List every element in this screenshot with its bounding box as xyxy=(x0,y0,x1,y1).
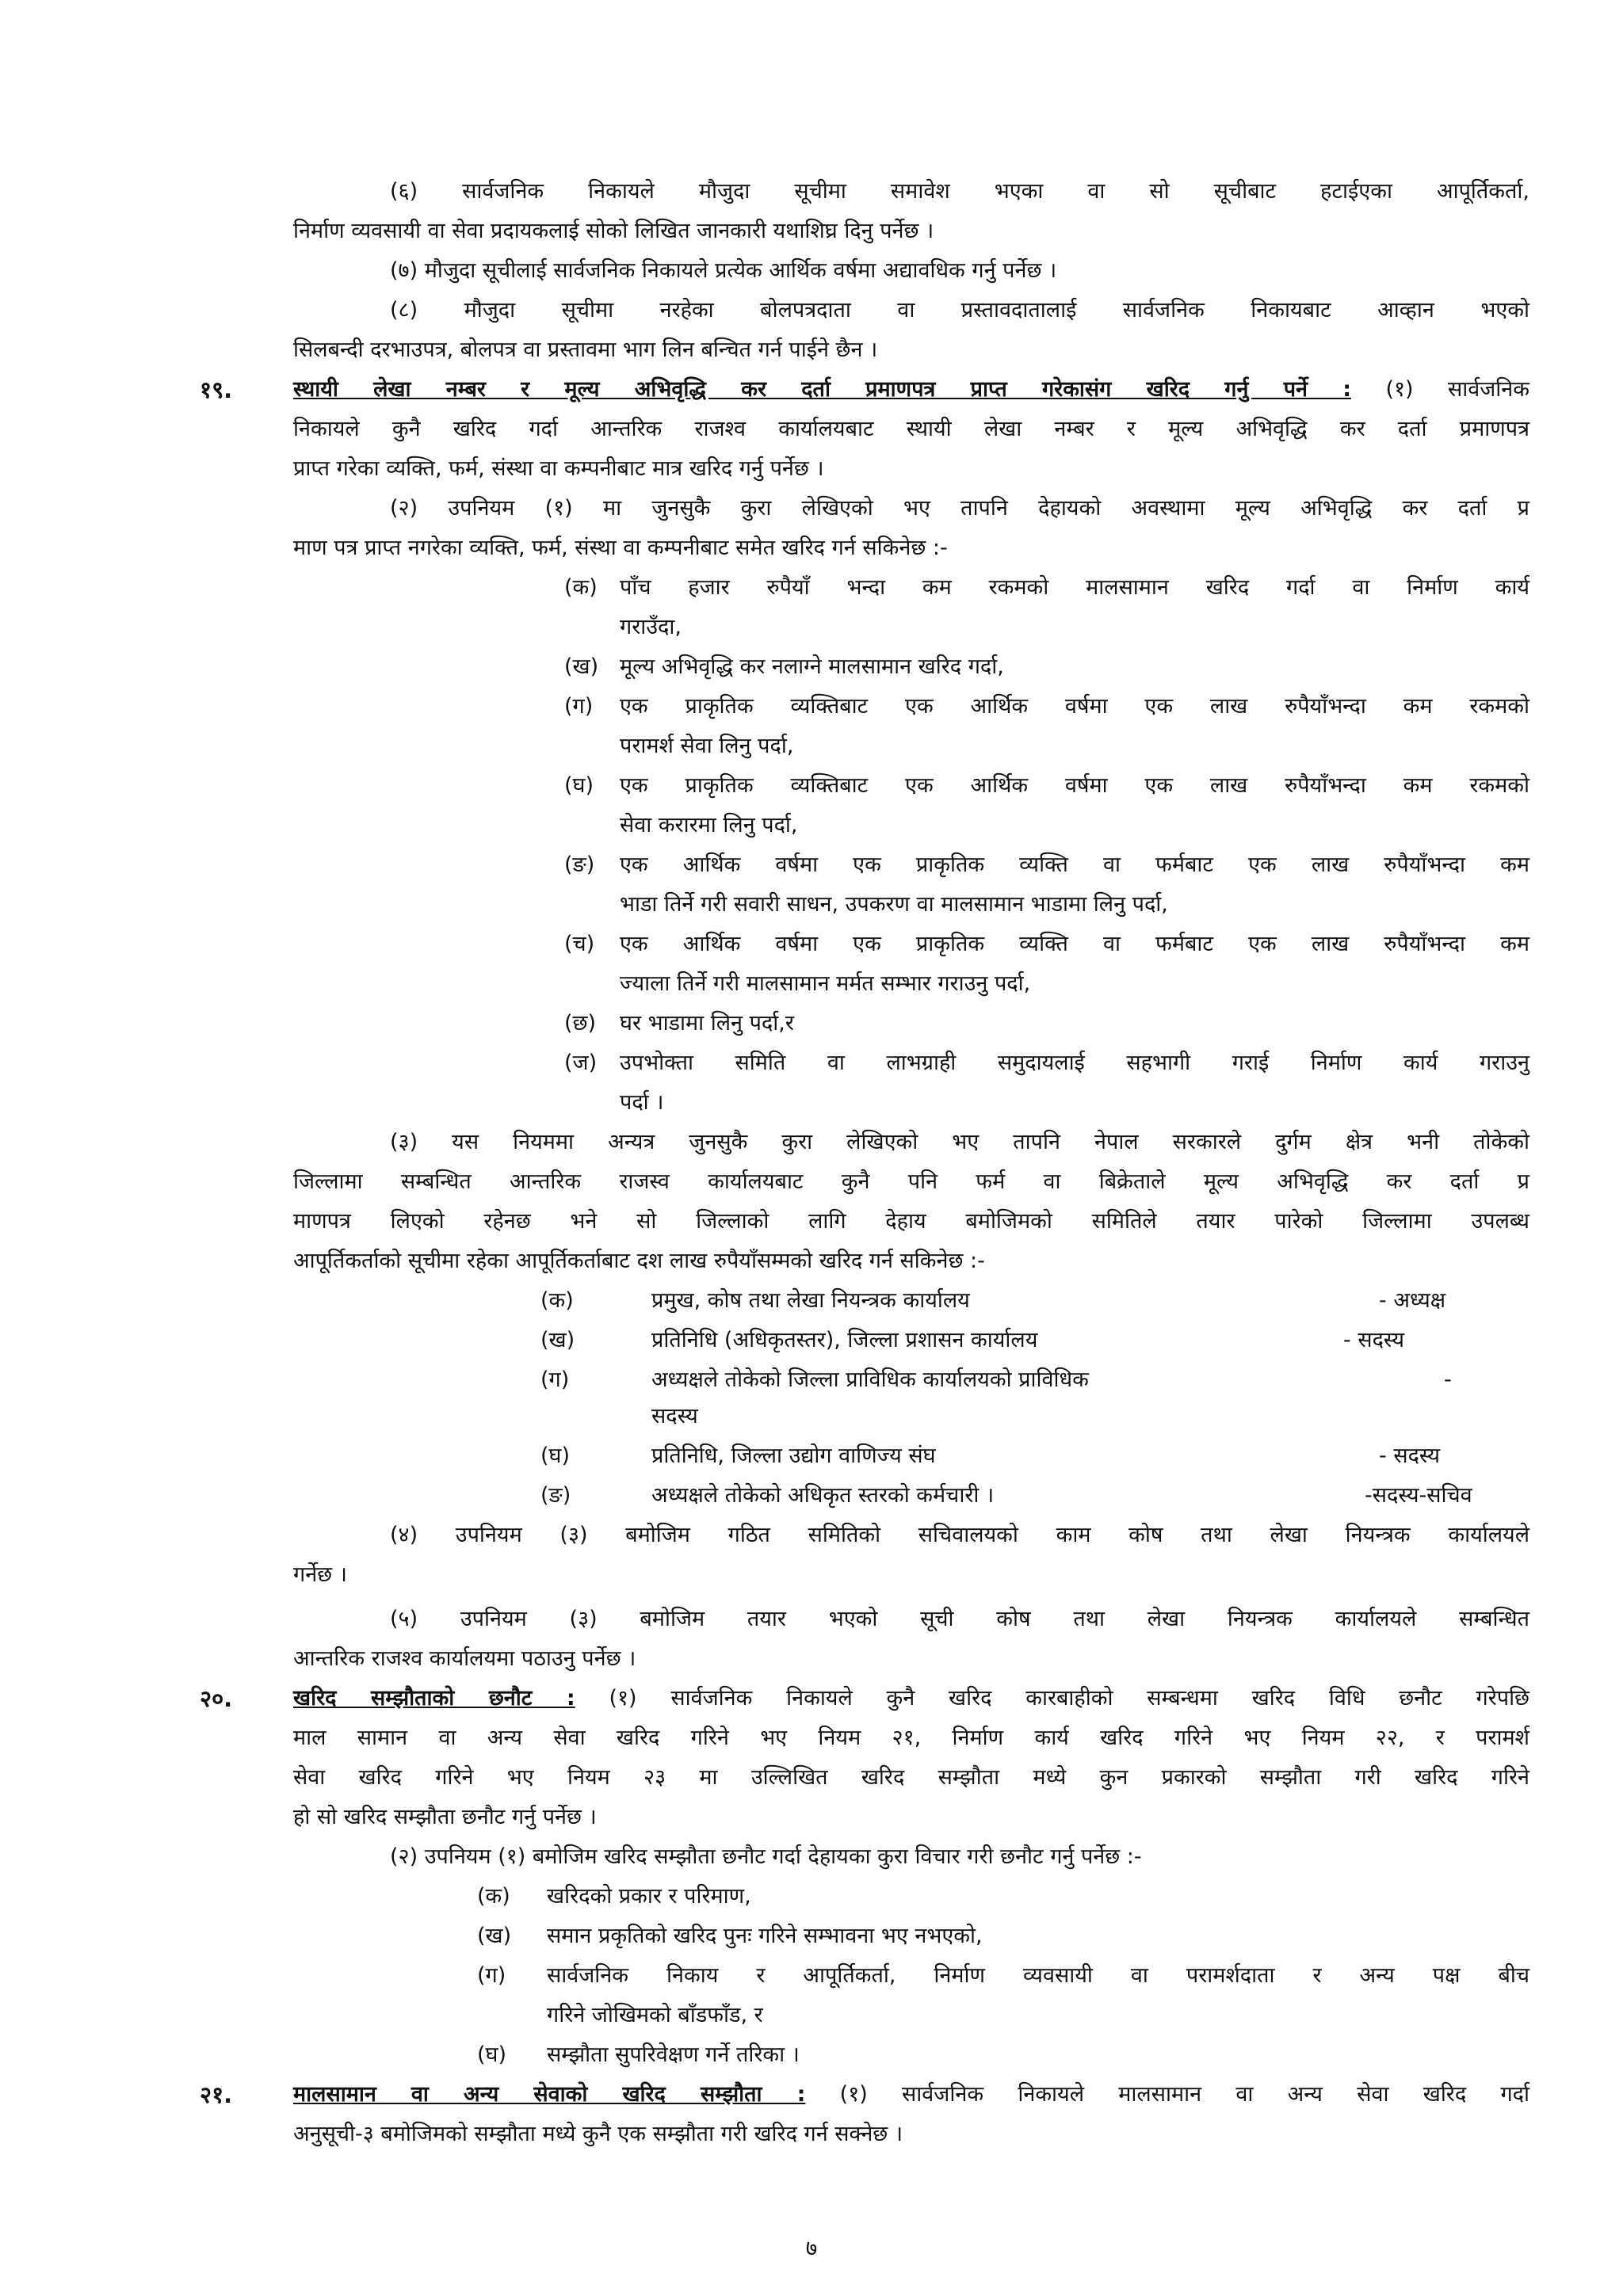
committee-member: प्रमुख, कोष तथा लेखा नियन्त्रक कार्यालय xyxy=(651,1288,970,1313)
rule-19-number: १९. xyxy=(200,376,233,403)
rule-20-line-3: सेवा खरिद गरिने भए नियम २३ मा उल्लिखित खरिद सम्झौता मध्ये कुन प्रकारको सम्झौता गरी खरिद गरिने xyxy=(293,1765,1530,1790)
rule-19-sub-4-line-2: गर्नेछ । xyxy=(293,1562,347,1587)
list-item: मूल्य अभिवृद्धि कर नलाग्ने मालसामान खरिद गर्दा, xyxy=(620,654,1004,679)
committee-role: -सदस्य-सचिव xyxy=(1365,1483,1472,1508)
committee-member: अध्यक्षले तोकेको जिल्ला प्राविधिक कार्यालयको प्राविधिक xyxy=(651,1367,1089,1392)
committee-member: अध्यक्षले तोकेको अधिकृत स्तरको कर्मचारी । xyxy=(651,1483,995,1508)
rule-20-line-1-rest: (१) सार्वजनिक निकायले कुनै खरिद कारबाहीको सम्बन्धमा खरिद विधि छनौट गरेपछि xyxy=(575,1686,1529,1711)
rule-19-sub-3-line-1: (३) यस नियममा अन्यत्र जुनसुकै कुरा लेखिएको भए तापनि नेपाल सरकारले दुर्गम क्षेत्र भनी तोकेको xyxy=(390,1130,1529,1154)
rule-19-line-1 xyxy=(293,374,1529,406)
item-label: (च) xyxy=(564,932,595,956)
rule-19-sub-3-line-2: जिल्लामा सम्बन्धित आन्तरिक राजस्व कार्यालयबाट कुनै पनि फर्म वा बिक्रेताले मूल्य अभिवृद्धि कर दर्ता प्र xyxy=(293,1169,1529,1194)
rule-19-sub-3-line-3: माणपत्र लिएको रहेनछ भने सो जिल्लाको लागि देहाय बमोजिमको समितिले तयार पारेको जिल्लामा उपलब्ध xyxy=(293,1209,1529,1234)
committee-role: - सदस्य xyxy=(1379,1444,1441,1468)
committee-label: (ङ) xyxy=(540,1483,571,1508)
list-item: भाडा तिर्ने गरी सवारी साधन, उपकरण वा मालसामान भाडामा लिनु पर्दा, xyxy=(620,892,1168,917)
item-label: (घ) xyxy=(564,773,594,798)
list-item: सार्वजनिक निकाय र आपूर्तिकर्ता, निर्माण व्यवसायी वा परामर्शदाता र अन्य पक्ष बीच xyxy=(547,1963,1529,1988)
rule-19-sub-2-line-1: (२) उपनियम (१) मा जुनसुकै कुरा लेखिएको भए तापनि देहायको अवस्थामा मूल्य अभिवृद्धि कर दर्ता प्र xyxy=(390,496,1529,521)
sub-rule-6-line-1: (६) सार्वजनिक निकायले मौजुदा सूचीमा समावेश भएका वा सो सूचीबाट हटाईएका आपूर्तिकर्ता, xyxy=(390,179,1529,204)
committee-label: (क) xyxy=(540,1288,574,1313)
committee-label: (ख) xyxy=(540,1328,575,1352)
committee-member: प्रतिनिधि, जिल्ला उद्योग वाणिज्य संघ xyxy=(651,1444,936,1468)
rule-19-sub-4-line-1: (४) उपनियम (३) बमोजिम गठित समितिको सचिवालयको काम कोष तथा लेखा नियन्त्रक कार्यालयले xyxy=(390,1523,1529,1547)
rule-19-line-3: प्राप्त गरेका व्यक्ति, फर्म, संस्था वा कम्पनीबाट मात्र खरिद गर्नु पर्नेछ । xyxy=(293,456,824,481)
item-label: (ज) xyxy=(564,1051,598,1075)
rule-19-sub-2-line-2: माण पत्र प्राप्त नगरेका व्यक्ति, फर्म, संस्था वा कम्पनीबाट समेत खरिद गर्न सकिनेछ :- xyxy=(293,536,948,560)
committee-member-cont: सदस्य xyxy=(651,1404,698,1428)
list-item: ज्याला तिर्ने गरी मालसामान मर्मत सम्भार गराउनु पर्दा, xyxy=(620,971,1031,996)
rule-19-sub-5-line-1: (५) उपनियम (३) बमोजिम तयार भएको सूची कोष तथा लेखा नियन्त्रक कार्यालयले सम्बन्धित xyxy=(390,1607,1529,1631)
item-label: (ख) xyxy=(477,1924,512,1948)
page-number: ७ xyxy=(805,2235,818,2261)
item-label: (घ) xyxy=(477,2042,507,2067)
item-label: (छ) xyxy=(564,1011,596,1035)
rule-20-line-2: माल सामान वा अन्य सेवा खरिद गरिने भए नियम २१, निर्माण कार्य खरिद गरिने भए नियम २२, र परामर्श xyxy=(293,1726,1529,1750)
rule-20-sub-2: (२) उपनियम (१) बमोजिम खरिद सम्झौता छनौट गर्दा देहायका कुरा विचार गरी छनौट गर्नु पर्नेछ :- xyxy=(390,1844,1142,1869)
rule-19-line-2: निकायले कुनै खरिद गर्दा आन्तरिक राजश्व कार्यालयबाट स्थायी लेखा नम्बर र मूल्य अभिवृद्धि कर दर्ता प्रमाणपत्र xyxy=(293,417,1529,441)
list-item: खरिदको प्रकार र परिमाण, xyxy=(547,1884,751,1909)
list-item: गरिने जोखिमको बाँडफाँड, र xyxy=(547,2003,763,2027)
item-label: (ख) xyxy=(564,654,599,679)
list-item: एक प्राकृतिक व्यक्तिबाट एक आर्थिक वर्षमा एक लाख रुपैयाँभन्दा कम रकमको xyxy=(620,773,1529,798)
committee-role: - अध्यक्ष xyxy=(1379,1288,1446,1313)
rule-19-heading: स्थायी लेखा नम्बर र मूल्य अभिवृद्धि कर दर्ता प्रमाणपत्र प्राप्त गरेकासंग खरिद गर्नु पर्ने : xyxy=(293,377,1352,402)
rule-21-number: २१. xyxy=(200,2081,233,2108)
committee-role: - xyxy=(1444,1367,1452,1392)
rule-21-line-1 xyxy=(293,2079,1529,2111)
list-item: सम्झौता सुपरिवेक्षण गर्ने तरिका । xyxy=(547,2042,800,2067)
rule-20-number: २०. xyxy=(200,1685,233,1712)
list-item: एक आर्थिक वर्षमा एक प्राकृतिक व्यक्ति वा फर्मबाट एक लाख रुपैयाँभन्दा कम xyxy=(620,852,1529,877)
rule-19-line-1-rest: (१) सार्वजनिक xyxy=(1351,377,1529,402)
list-item: परामर्श सेवा लिनु पर्दा, xyxy=(620,734,794,758)
rule-21-line-2: अनुसूची-३ बमोजिमको सम्झौता मध्ये कुनै एक सम्झौता गरी खरिद गर्न सक्नेछ । xyxy=(293,2122,903,2146)
committee-label: (ग) xyxy=(540,1367,570,1392)
item-label: (ग) xyxy=(564,694,594,719)
list-item: घर भाडामा लिनु पर्दा,र xyxy=(620,1011,794,1035)
rule-19-sub-5-line-2: आन्तरिक राजश्व कार्यालयमा पठाउनु पर्नेछ । xyxy=(293,1646,636,1671)
rule-19-sub-3-line-4: आपूर्तिकर्ताको सूचीमा रहेका आपूर्तिकर्ताबाट दश लाख रुपैयाँसम्मको खरिद गर्न सकिनेछ :- xyxy=(293,1249,985,1273)
item-label: (क) xyxy=(564,575,598,600)
sub-rule-8-line-1: (८) मौजुदा सूचीमा नरहेका बोलपत्रदाता वा प्रस्तावदातालाई सार्वजनिक निकायबाट आव्हान भएको xyxy=(390,298,1529,322)
committee-label: (घ) xyxy=(540,1444,571,1468)
sub-rule-6-line-2: निर्माण व्यवसायी वा सेवा प्रदायकलाई सोको लिखित जानकारी यथाशिघ्र दिनु पर्नेछ । xyxy=(293,219,934,243)
item-label: (ग) xyxy=(477,1963,506,1988)
list-item: समान प्रकृतिको खरिद पुनः गरिने सम्भावना भए नभएको, xyxy=(547,1924,983,1948)
item-label: (क) xyxy=(477,1884,510,1909)
rule-20-line-1 xyxy=(293,1683,1529,1714)
committee-member: प्रतिनिधि (अधिकृतस्तर), जिल्ला प्रशासन कार्यालय xyxy=(651,1328,1038,1352)
list-item: गराउँदा, xyxy=(620,615,682,639)
committee-role: - सदस्य xyxy=(1343,1328,1405,1352)
sub-rule-8-line-2: सिलबन्दी दरभाउपत्र, बोलपत्र वा प्रस्तावमा भाग लिन बन्चित गर्न पाईने छैन । xyxy=(293,338,878,362)
list-item: एक प्राकृतिक व्यक्तिबाट एक आर्थिक वर्षमा एक लाख रुपैयाँभन्दा कम रकमको xyxy=(620,694,1529,719)
rule-21-heading: मालसामान वा अन्य सेवाको खरिद सम्झौता : xyxy=(293,2082,806,2107)
list-item: सेवा करारमा लिनु पर्दा, xyxy=(620,813,798,837)
list-item: उपभोक्ता समिति वा लाभग्राही समुदायलाई सहभागी गराई निर्माण कार्य गराउनु xyxy=(620,1051,1529,1075)
list-item: पर्दा । xyxy=(620,1090,664,1115)
rule-21-line-1-rest: (१) सार्वजनिक निकायले मालसामान वा अन्य सेवा खरिद गर्दा xyxy=(805,2082,1529,2107)
rule-20-heading: खरिद सम्झौताको छनौट : xyxy=(293,1686,575,1711)
list-item: पाँच हजार रुपैयाँ भन्दा कम रकमको मालसामान खरिद गर्दा वा निर्माण कार्य xyxy=(620,575,1529,600)
sub-rule-7: (७) मौजुदा सूचीलाई सार्वजनिक निकायले प्रत्येक आर्थिक वर्षमा अद्यावधिक गर्नु पर्नेछ । xyxy=(390,258,1057,283)
rule-20-line-4: हो सो खरिद सम्झौता छनौट गर्नु पर्नेछ । xyxy=(293,1805,597,1829)
list-item: एक आर्थिक वर्षमा एक प्राकृतिक व्यक्ति वा फर्मबाट एक लाख रुपैयाँभन्दा कम xyxy=(620,932,1529,956)
item-label: (ङ) xyxy=(564,852,595,877)
